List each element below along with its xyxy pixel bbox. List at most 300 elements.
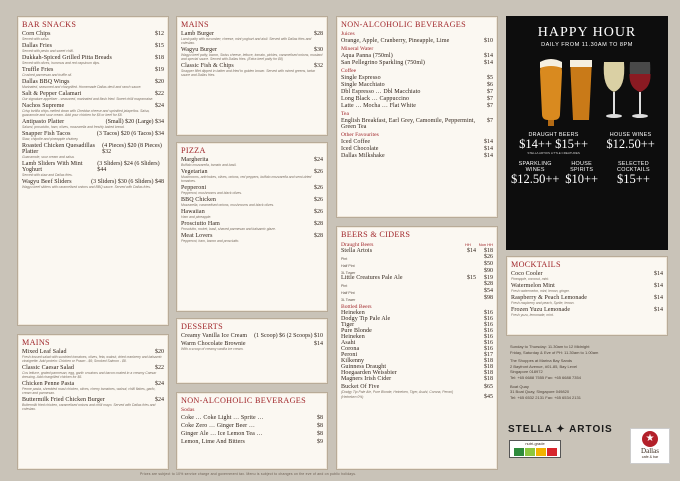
item-name: Margherita bbox=[181, 157, 209, 163]
item-price: (3 Sliders) $30 (6 Sliders) $48 bbox=[91, 179, 164, 185]
happy-hour-time: DAILY FROM 11.30AM TO 8PM bbox=[541, 42, 633, 48]
beverage-group-heading: Juices bbox=[341, 31, 355, 37]
item-price: $14 bbox=[654, 271, 663, 277]
address-line-4: 31 Boat Quay, Singapore 049820 bbox=[510, 389, 570, 395]
bottled-row bbox=[341, 376, 493, 382]
beer-price: $18 bbox=[484, 370, 493, 376]
item-desc: Lamb patty with cucumber, cheese, mint yoghurt and aioli. Served with Dallas fries and coleslaw. bbox=[181, 37, 312, 45]
item-price: $14 bbox=[654, 283, 663, 289]
beer-price: $18 bbox=[484, 358, 493, 364]
hh-col-label: HH bbox=[464, 242, 471, 247]
item-price: $24 bbox=[155, 381, 164, 387]
item-desc: Salami, prosciutto, ham, olives, mozzarella and freshly baked bread. bbox=[22, 125, 125, 129]
drink-row bbox=[341, 103, 493, 109]
info-block bbox=[510, 344, 670, 400]
beer-name: Dodgy Tip Pale Ale bbox=[341, 316, 391, 322]
drink-row bbox=[341, 146, 493, 152]
item-name: Antipasto Platter bbox=[22, 119, 65, 125]
mains-left-title: MAINS bbox=[22, 338, 50, 347]
hh-cocktails bbox=[603, 161, 664, 186]
hh-price: $14 bbox=[467, 248, 476, 254]
item-price: $32 bbox=[314, 63, 323, 69]
beverage-group-heading: Other Favourites bbox=[341, 132, 379, 138]
phone-line-1: Tel: +65 6688 7555 Fax: +65 6688 7354 bbox=[510, 374, 581, 380]
footer-note: Prices are subject to 10% service charge and government tax. Menu is subject to changes on the eve of and on public holidays. bbox=[140, 472, 357, 476]
menu-item bbox=[181, 221, 323, 231]
item-name: Hawaiian bbox=[181, 209, 205, 215]
item-price: $26 bbox=[314, 185, 323, 191]
item-desc: Buffalo mozzarella, tomato and basil. bbox=[181, 163, 237, 167]
menu-item bbox=[22, 55, 164, 65]
item-name: Coco Cooler bbox=[511, 271, 543, 277]
item-name: Nachos Supreme bbox=[22, 103, 65, 109]
drink-row bbox=[181, 439, 323, 445]
menu-item bbox=[22, 143, 164, 159]
nonhh-price: $19 bbox=[484, 275, 493, 281]
desserts-panel bbox=[176, 318, 328, 384]
beer-price: $16 bbox=[484, 346, 493, 352]
item-price: (4 Pieces) $20 (8 Pieces) $32 bbox=[102, 143, 162, 155]
menu-item bbox=[181, 169, 323, 183]
drink-name: Single Espresso bbox=[341, 75, 381, 81]
beer-name: Peroni bbox=[341, 352, 358, 358]
item-name: Pepperoni bbox=[181, 185, 207, 191]
drink-price: $10 bbox=[484, 38, 493, 44]
drink-row bbox=[181, 415, 323, 421]
item-desc: Fresh raspberry and peach, Sprite, lemon. bbox=[511, 301, 575, 305]
draught-row bbox=[341, 295, 493, 302]
item-name: Vegetarian bbox=[181, 169, 208, 175]
menu-item bbox=[22, 131, 164, 141]
grade-d-mark bbox=[547, 448, 557, 456]
menu-item bbox=[22, 365, 164, 379]
item-desc: Fresh watermelon, mint, lemon, ginger. bbox=[511, 289, 570, 293]
beer-name: Asahi bbox=[341, 340, 356, 346]
drink-name: Dbl Espresso … Dbl Macchiato bbox=[341, 89, 421, 95]
drink-name: Latte … Mocha … Flat White bbox=[341, 103, 416, 109]
item-price: (3 Tacos) $20 (6 Tacos) $34 bbox=[96, 131, 164, 137]
beer-price: $17 bbox=[484, 352, 493, 358]
drink-price: $14 bbox=[484, 53, 493, 59]
nutri-grade-label: nutri-grade bbox=[525, 441, 545, 446]
item-name: Truffle Fries bbox=[22, 67, 54, 73]
item-price: $14 bbox=[654, 295, 663, 301]
mains-mid-title: MAINS bbox=[181, 20, 209, 29]
drink-name: Ginger Ale … Ice Lemon Tea … bbox=[181, 431, 263, 437]
item-name: Dallas Fries bbox=[22, 43, 53, 49]
mocktails-panel bbox=[506, 256, 668, 336]
drink-price: $7 bbox=[487, 96, 493, 102]
item-name: Roasted Chicken Quesadillas Platter bbox=[22, 143, 96, 155]
nonhh-price: $98 bbox=[484, 295, 493, 301]
happy-hour-title: HAPPY HOUR bbox=[537, 25, 637, 40]
item-desc: Guacamole, sour cream and salsa. bbox=[22, 155, 75, 159]
item-name: Buttermilk Fried Chicken Burger bbox=[22, 397, 105, 403]
item-price: $22 bbox=[155, 365, 164, 371]
hh-price: $15 bbox=[467, 275, 476, 281]
hours-line-2: Friday, Saturday & Eve of PH: 11.30am to 1.00am bbox=[510, 349, 599, 355]
beer-name: Heineken bbox=[341, 334, 365, 340]
menu-item bbox=[181, 31, 323, 45]
item-name: Watermelon Mint bbox=[511, 283, 555, 289]
item-price: $14 bbox=[314, 341, 323, 347]
menu-item bbox=[22, 119, 164, 129]
item-price: $30 bbox=[314, 47, 323, 53]
menu-item bbox=[181, 333, 323, 339]
item-price: $28 bbox=[314, 221, 323, 227]
menu-item bbox=[181, 233, 323, 243]
menu-item bbox=[511, 307, 663, 317]
soft-drinks-panel bbox=[176, 392, 328, 470]
draught-row bbox=[341, 288, 493, 295]
item-price: $28 bbox=[314, 233, 323, 239]
drink-row bbox=[341, 89, 493, 95]
item-desc: Crisp tortilla chips melted down with Cheddar cheese and sprinkled jalapeños. Salsa, guacamole and sour cream. Add your chicken for $6 or beef for $8. bbox=[22, 109, 150, 117]
grade-c-mark bbox=[536, 448, 546, 456]
drink-row bbox=[341, 153, 493, 159]
grade-a-mark bbox=[514, 448, 524, 456]
menu-item bbox=[181, 341, 323, 351]
item-price: $20 bbox=[155, 349, 164, 355]
nonhh-col-label: Non HH bbox=[478, 242, 493, 247]
draught-row bbox=[341, 281, 493, 288]
drink-name: Single Macchiato bbox=[341, 82, 385, 88]
drink-price: $8 bbox=[317, 415, 323, 421]
drink-name: Orange, Apple, Cranberry, Pineapple, Lime bbox=[341, 38, 450, 44]
hh-cocktails-label: SELECTED COCKTAILS bbox=[617, 161, 650, 173]
happy-hour-panel bbox=[506, 16, 668, 250]
item-name: Classic Caesar Salad bbox=[22, 365, 74, 371]
beers-title: BEERS & CIDERS bbox=[341, 230, 411, 239]
menu-item bbox=[181, 185, 323, 195]
item-price: $24 bbox=[314, 157, 323, 163]
item-desc: Wagyu beef sliders with caramelised onions and BBQ sauce. Served with Dallas fries. bbox=[22, 185, 151, 189]
item-price: $24 bbox=[155, 397, 164, 403]
bar-snacks-title: BAR SNACKS bbox=[22, 20, 77, 29]
address-line-3: Singapore 018972 bbox=[510, 369, 543, 375]
mocktails-title: MOCKTAILS bbox=[511, 260, 561, 269]
item-desc: Served with olives, hummus and red capsicum dips. bbox=[22, 61, 101, 65]
drink-name: Aqua Panna (750ml) bbox=[341, 53, 393, 59]
beer-price: $16 bbox=[484, 310, 493, 316]
boat-quay-label: Boat Quay bbox=[510, 383, 529, 389]
item-price: $22 bbox=[155, 91, 164, 97]
item-desc: Pepperoni, ham, bacon and prosciutto. bbox=[181, 239, 240, 243]
beer-name: Kilkenny bbox=[341, 358, 365, 364]
item-desc: Cos lettuce, grated parmesan, egg, garlic croutons and bacon coated in a creamy Caesar dressing. Add chargrilled chicken for $6. bbox=[22, 371, 157, 379]
address-line-2: 2 Bayfront Avenue, #01-85, Bay Level bbox=[510, 363, 578, 369]
drink-price: $9 bbox=[317, 439, 323, 445]
beer-glass-icon bbox=[540, 59, 562, 126]
beer-name: Stella Artois bbox=[341, 248, 373, 254]
drink-name: Dallas Milkshake bbox=[341, 153, 385, 159]
item-desc: Slaw, chipotle and pineapple chutney. bbox=[22, 137, 79, 141]
wine-glass-icon bbox=[604, 62, 625, 118]
drink-name: Lemon, Lime And Bitters bbox=[181, 439, 245, 445]
drink-name: Iced Chocolate bbox=[341, 146, 379, 152]
mains-left-panel bbox=[17, 334, 169, 470]
hh-wine-price: $12.50++ bbox=[606, 137, 655, 151]
beer-price: $18 bbox=[484, 364, 493, 370]
beer-name: Guinness Draught bbox=[341, 364, 387, 370]
drink-price: $7 bbox=[487, 103, 493, 109]
item-desc: Wagyu beef patty, bacon, Swiss cheese, lettuce, tomato, pickles, caramelised onions, mustard and special sauce. Served with Dallas fries. (Extra beef patty for $8) bbox=[181, 53, 323, 61]
beer-price: $16 bbox=[484, 340, 493, 346]
hours-line-1: Sunday to Thursday: 11.30am to 12 Midnight bbox=[510, 344, 590, 349]
drink-name: English Breakfast, Earl Grey, Camomile, Peppermint, Green Tea bbox=[341, 118, 476, 130]
drink-price: $8 bbox=[317, 431, 323, 437]
hh-cocktails-price: $15++ bbox=[617, 172, 650, 186]
drink-row bbox=[341, 38, 493, 44]
nonhh-price: $54 bbox=[484, 288, 493, 294]
bucket-item bbox=[341, 384, 493, 400]
hh-draught-note: STELLA ARTOIS LITTLE CREATURES bbox=[527, 151, 580, 155]
item-name: Snapper Fish Tacos bbox=[22, 131, 71, 137]
item-price: $19 bbox=[155, 67, 164, 73]
hh-sparkling bbox=[510, 161, 560, 186]
item-desc: Snapper fillet dipped in batter and fried to golden brown. Served with mixed greens, tartar sauce and Dallas fries. bbox=[181, 69, 316, 77]
item-name: Salt & Pepper Calamari bbox=[22, 91, 82, 97]
beer-name: Half Pint bbox=[341, 291, 355, 295]
item-desc: Served with slaw and Dallas fries. bbox=[22, 173, 73, 177]
item-name: Dallas BBQ Wings bbox=[22, 79, 70, 85]
drink-row bbox=[341, 53, 493, 59]
bar-snacks-panel bbox=[17, 16, 169, 326]
menu-item bbox=[22, 43, 164, 53]
hh-wine-label: HOUSE WINES bbox=[609, 132, 652, 138]
item-price: (3 Sliders) $24 (6 Sliders) $44 bbox=[97, 161, 160, 173]
pizza-panel bbox=[176, 142, 328, 312]
phone-line-2: Tel: +65 6532 2131 Fax: +65 6534 2131 bbox=[510, 394, 581, 400]
item-price: (1 Scoop) $6 (2 Scoops) $10 bbox=[254, 333, 323, 339]
item-desc: With a scoop of creamy vanilla ice cream. bbox=[181, 347, 244, 351]
menu-item bbox=[22, 397, 164, 411]
menu-item bbox=[22, 91, 164, 101]
item-name: Dukkah-Spiced Grilled Pitta Breads bbox=[22, 55, 112, 61]
beverages-title: NON-ALCOHOLIC BEVERAGES bbox=[341, 20, 466, 29]
beverage-group-heading: Mineral Water bbox=[341, 46, 374, 52]
nonhh-price: $28 bbox=[484, 281, 493, 287]
beer-name: 3L Tower bbox=[341, 271, 356, 275]
item-price: (Small) $20 (Large) $34 bbox=[105, 119, 164, 125]
item-desc: Buttermilk fried chicken, caramelised onions and chilli mayo. Served with Dallas fries and coleslaw. bbox=[22, 403, 156, 411]
nonhh-price: $18 bbox=[484, 248, 493, 254]
pint-glass-icon bbox=[570, 60, 592, 120]
hh-spirits bbox=[560, 161, 602, 186]
glasses-illustration bbox=[506, 54, 668, 130]
hh-draught-price: $14++ $15++ bbox=[519, 137, 588, 151]
item-desc: Our signature appetiser - seasoned, marinated and flash fried. Sweet chilli mayonnaise. bbox=[22, 97, 154, 101]
beverage-group-heading: Coffee bbox=[341, 68, 357, 74]
beer-name: Little Creatures Pale Ale bbox=[341, 275, 403, 281]
item-price: $26 bbox=[314, 197, 323, 203]
draught-heading: Draught Beers bbox=[341, 242, 374, 248]
item-desc: Fresh tossed salad with sundried tomatoes, olives, feta, walnut, dried cranberry and balsamic vinaigrette. Add protein: Chicken or Prawn - $6; Smoked Salmon - $8. bbox=[22, 355, 162, 363]
bucket-extra-price: $45 bbox=[484, 394, 493, 400]
drink-row bbox=[341, 118, 493, 130]
hh-draught bbox=[519, 132, 588, 155]
beer-name: Heineken bbox=[341, 310, 365, 316]
menu-item bbox=[181, 63, 323, 77]
beer-name: Pint bbox=[341, 284, 348, 288]
beer-price: $16 bbox=[484, 328, 493, 334]
bucket-price: $65 bbox=[484, 384, 493, 390]
hh-sparkling-price: $12.50++ bbox=[510, 172, 560, 186]
menu-item bbox=[181, 157, 323, 167]
item-desc: Served with pesto and sweet chilli. bbox=[22, 49, 74, 53]
item-desc: Fresh yuzu, lemonade, mint. bbox=[511, 313, 554, 317]
address-line-1: The Shoppes at Marina Bay Sands bbox=[510, 358, 573, 364]
menu-item bbox=[511, 295, 663, 305]
desserts-title: DESSERTS bbox=[181, 322, 223, 331]
item-desc: Crushed parmesan and truffle oil. bbox=[22, 73, 73, 77]
item-price: $28 bbox=[314, 31, 323, 37]
nonhh-price: $50 bbox=[484, 261, 493, 267]
item-name: Chicken Penne Pasta bbox=[22, 381, 75, 387]
beer-price: $16 bbox=[484, 316, 493, 322]
drink-row bbox=[341, 82, 493, 88]
item-desc: Served with salsa. bbox=[22, 37, 50, 41]
drink-price: $6 bbox=[487, 82, 493, 88]
item-desc: Mushrooms, artichokes, olives, onions, red peppers, buffalo mozzarella and semi-dried tomatoes. bbox=[181, 175, 312, 183]
drink-name: Coke … Coke Light … Sprite … bbox=[181, 415, 264, 421]
beer-price: $18 bbox=[484, 376, 493, 382]
red-wine-glass-icon bbox=[629, 62, 650, 118]
grade-b-mark bbox=[525, 448, 535, 456]
item-desc: Mozzarella, caramelised onions, mushrooms and black olives. bbox=[181, 203, 275, 207]
drink-price: $5 bbox=[487, 75, 493, 81]
menu-item bbox=[181, 47, 323, 61]
menu-item bbox=[22, 349, 164, 363]
menu-item bbox=[22, 381, 164, 395]
beverages-panel bbox=[336, 16, 498, 218]
menu-item bbox=[511, 283, 663, 293]
drink-price: $7 bbox=[487, 118, 493, 124]
drink-row bbox=[181, 431, 323, 437]
dallas-logo-sub: cafe & bar bbox=[641, 455, 659, 459]
pizza-title: PIZZA bbox=[181, 146, 206, 155]
beer-price: $16 bbox=[484, 322, 493, 328]
beer-name: 3L Tower bbox=[341, 298, 356, 302]
drink-row bbox=[341, 96, 493, 102]
bucket-desc: (Dodgy Tip Pale Ale, Pure Blonde, Heineken, Tiger, Asahi, Corona, Peroni) bbox=[341, 390, 454, 394]
item-name: BBQ Chicken bbox=[181, 197, 216, 203]
hh-draught-label: DRAUGHT BEERS bbox=[528, 132, 579, 138]
item-price: $14 bbox=[654, 307, 663, 313]
sodas-heading: Sodas bbox=[181, 407, 195, 413]
item-price: $12 bbox=[155, 31, 164, 37]
dallas-logo-text: Dallas bbox=[641, 447, 659, 455]
beers-panel bbox=[336, 226, 498, 470]
item-price: $26 bbox=[314, 209, 323, 215]
beer-name: Magners Irish Cider bbox=[341, 376, 392, 382]
beer-name: Corona bbox=[341, 346, 360, 352]
item-desc: Pepperoni, mushrooms and black olives. bbox=[181, 191, 243, 195]
beer-name: Pure Blonde bbox=[341, 328, 372, 334]
hh-sparkling-label: SPARKLING WINES bbox=[518, 161, 552, 173]
soft-drinks-title: NON-ALCOHOLIC BEVERAGES bbox=[181, 396, 306, 405]
beer-name: Tiger bbox=[341, 322, 355, 328]
item-desc: Marinated, seasoned and chargrilled. Homemade Dallas devil and ranch sauce. bbox=[22, 85, 142, 89]
item-name: Lamb Sliders With Mint Yoghurt bbox=[22, 161, 83, 173]
beer-name: Half Pint bbox=[341, 264, 355, 268]
bottled-heading: Bottled Beers bbox=[341, 304, 372, 310]
hh-spirits-label: HOUSE SPIRITS bbox=[570, 161, 594, 173]
menu-item bbox=[181, 209, 323, 219]
item-name: Lamb Burger bbox=[181, 31, 215, 37]
item-name: Wagyu Burger bbox=[181, 47, 218, 53]
item-name: Raspberry & Peach Lemonade bbox=[511, 295, 588, 301]
item-price: $20 bbox=[155, 79, 164, 85]
item-name: Warm Chocolate Brownie bbox=[181, 341, 246, 347]
nonhh-price: $26 bbox=[484, 254, 493, 260]
item-name: Mixed Leaf Salad bbox=[22, 349, 67, 355]
draught-row bbox=[341, 254, 493, 261]
drink-price: $14 bbox=[484, 60, 493, 66]
menu-item bbox=[22, 179, 164, 189]
item-price: $15 bbox=[155, 43, 164, 49]
drink-row bbox=[341, 139, 493, 145]
hh-spirits-price: $10++ bbox=[565, 172, 599, 186]
drink-price: $14 bbox=[484, 153, 493, 159]
item-name: Wagyu Beef Sliders bbox=[22, 179, 72, 185]
drink-row bbox=[341, 60, 493, 66]
menu-item bbox=[22, 161, 164, 177]
item-desc: Prosciutto, rocket, basil, shaved parmesan and balsamic glaze. bbox=[181, 227, 276, 231]
drink-name: San Pellegrino Sparkling (750ml) bbox=[341, 60, 426, 66]
item-name: Classic Fish & Chips bbox=[181, 63, 234, 69]
item-price: $24 bbox=[155, 103, 164, 109]
item-price: $26 bbox=[314, 169, 323, 175]
nutri-grade-badge bbox=[509, 440, 561, 458]
drink-row bbox=[181, 423, 323, 429]
menu-item bbox=[22, 67, 164, 77]
item-name: Creamy Vanilla Ice Cream bbox=[181, 333, 248, 339]
bucket-extra: (Heineken 0%) bbox=[341, 395, 364, 399]
drink-name: Coke Zero … Ginger Beer … bbox=[181, 423, 255, 429]
item-name: Meat Lovers bbox=[181, 233, 213, 239]
star-icon: ★ bbox=[642, 431, 658, 447]
item-name: Frozen Yuzu Lemonade bbox=[511, 307, 571, 313]
drink-name: Long Black … Cappuccino bbox=[341, 96, 410, 102]
drink-price: $14 bbox=[484, 146, 493, 152]
drink-name: Iced Coffee bbox=[341, 139, 371, 145]
hh-house-wines bbox=[606, 132, 654, 155]
drink-row bbox=[341, 75, 493, 81]
drink-price: $7 bbox=[487, 89, 493, 95]
draught-row bbox=[341, 261, 493, 268]
item-price: $18 bbox=[155, 55, 164, 61]
item-desc: Penne pasta, shredded roast chicken, olives, cherry tomatoes, walnut, chilli flakes, garlic, cream and parmesan. bbox=[22, 387, 156, 395]
beer-name: Pint bbox=[341, 257, 348, 261]
draught-row bbox=[341, 268, 493, 275]
menu-item bbox=[22, 31, 164, 41]
menu-item bbox=[22, 103, 164, 117]
dallas-logo bbox=[630, 428, 670, 464]
menu-item bbox=[181, 197, 323, 207]
mains-mid-panel bbox=[176, 16, 328, 136]
nonhh-price: $90 bbox=[484, 268, 493, 274]
beverage-group-heading: Tea bbox=[341, 111, 349, 117]
item-desc: Ham and pineapple. bbox=[181, 215, 212, 219]
item-name: Prosciutto Ham bbox=[181, 221, 220, 227]
item-name: Corn Chips bbox=[22, 31, 51, 37]
item-desc: Pineapple, coconut, mint. bbox=[511, 277, 550, 281]
stella-artois-logo: STELLA ✦ ARTOIS bbox=[508, 424, 613, 435]
drink-price: $8 bbox=[317, 423, 323, 429]
bucket-name: Bucket Of Five bbox=[341, 384, 380, 390]
menu-item bbox=[511, 271, 663, 281]
